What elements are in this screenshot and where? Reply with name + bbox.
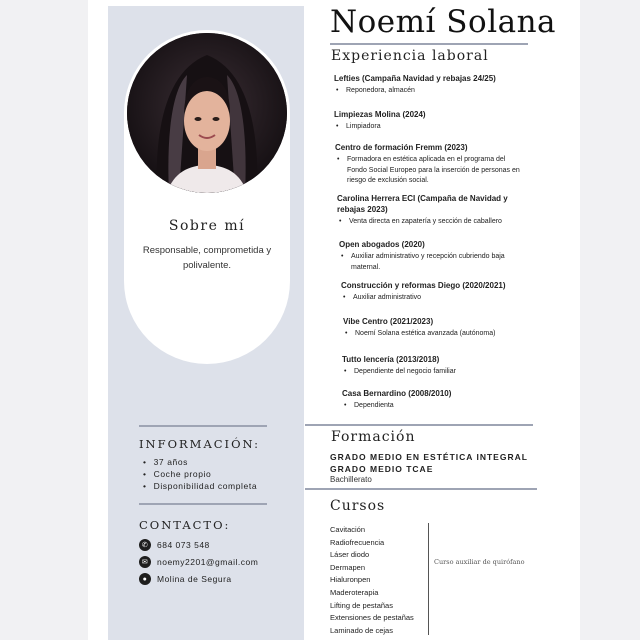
about-title: Sobre mí bbox=[168, 218, 246, 234]
job-entry bbox=[334, 109, 534, 133]
course-item: Hialuronpen bbox=[330, 575, 371, 585]
job-bullet: • Auxiliar administrativo bbox=[353, 293, 541, 304]
separator bbox=[305, 424, 533, 426]
info-title: INFORMACIÓN: bbox=[139, 437, 261, 451]
job-entry bbox=[342, 354, 542, 378]
course-item: Dermapen bbox=[330, 562, 366, 572]
about-text: Responsable, comprometida y polivalente. bbox=[142, 245, 272, 271]
course-item: Cavitación bbox=[330, 525, 366, 534]
job-title: Limpiezas Molina (2024) bbox=[334, 110, 426, 119]
job-entry bbox=[335, 142, 520, 187]
course-item: Lifting de pestañas bbox=[330, 600, 393, 610]
contact-title: CONTACTO: bbox=[139, 518, 231, 532]
degree-tcae: GRADO MEDIO TCAE bbox=[330, 464, 434, 474]
education-other: Bachillerato bbox=[330, 475, 372, 484]
job-entry bbox=[334, 73, 534, 97]
separator bbox=[139, 425, 267, 427]
separator bbox=[305, 488, 537, 490]
job-bullet: • Limpiadora bbox=[346, 122, 534, 133]
job-bullet: • Auxiliar administrativo y recepción cubriendo baja maternal. bbox=[351, 252, 519, 273]
job-title: Centro de formación Fremm (2023) bbox=[335, 143, 468, 152]
job-bullet: • Venta directa en zapatería y sección de caballero bbox=[349, 217, 527, 228]
job-entry bbox=[339, 239, 519, 273]
course-item: Láser diodo bbox=[330, 550, 370, 560]
job-bullet: • Dependienta bbox=[354, 401, 542, 412]
course-item: Radiofrecuencia bbox=[330, 537, 385, 547]
location-pin-icon: ● bbox=[139, 573, 151, 585]
profile-photo bbox=[127, 33, 287, 193]
info-list bbox=[143, 456, 257, 492]
job-entry bbox=[341, 280, 541, 304]
education-title: Formación bbox=[331, 429, 416, 445]
separator bbox=[139, 503, 267, 505]
course-item: Maderoterapia bbox=[330, 587, 379, 597]
courses-divider bbox=[428, 523, 429, 635]
job-title: Construcción y reformas Diego (2020/2021) bbox=[341, 281, 506, 290]
info-item-availability: • Disponibilidad completa bbox=[143, 480, 257, 492]
info-item-age: • 37 años bbox=[143, 456, 257, 468]
degree-esthetics: GRADO MEDIO EN ESTÉTICA INTEGRAL bbox=[330, 452, 528, 462]
job-bullet: • Dependiente del negocio familiar bbox=[354, 367, 542, 378]
job-title: Open abogados (2020) bbox=[339, 240, 425, 249]
phone-text: 684 073 548 bbox=[157, 540, 210, 550]
candidate-name: Noemí Solana bbox=[330, 4, 557, 40]
course-item: Laminado de cejas bbox=[330, 625, 393, 635]
job-bullet: • Noemí Solana estética avanzada (autónoma) bbox=[355, 329, 543, 340]
info-item-car: • Coche propio bbox=[143, 468, 257, 480]
phone-icon: ✆ bbox=[139, 539, 151, 551]
job-entry bbox=[337, 193, 527, 228]
job-entry bbox=[342, 388, 542, 412]
contact-email[interactable] bbox=[139, 555, 258, 569]
experience-title: Experiencia laboral bbox=[331, 48, 489, 64]
extra-course: Curso auxiliar de quirófano bbox=[434, 558, 525, 566]
separator bbox=[330, 43, 528, 45]
job-title: Lefties (Campaña Navidad y rebajas 24/25) bbox=[334, 74, 496, 83]
contact-location bbox=[139, 572, 232, 586]
email-text: noemy2201@gmail.com bbox=[157, 557, 259, 567]
contact-phone[interactable] bbox=[139, 538, 210, 552]
job-title: Tutto lencería (2013/2018) bbox=[342, 355, 440, 364]
job-bullet: • Formadora en estética aplicada en el programa del Fondo Social Europeo para la inserción de personas en riesgo de exclusión social. bbox=[347, 155, 520, 187]
job-title: Casa Bernardino (2008/2010) bbox=[342, 389, 452, 398]
email-icon: ✉ bbox=[139, 556, 151, 568]
job-entry bbox=[343, 316, 543, 340]
course-item: Extensiones de pestañas bbox=[330, 613, 414, 623]
courses-list bbox=[330, 524, 414, 637]
job-title: Carolina Herrera ECI (Campaña de Navidad y rebajas 2023) bbox=[337, 194, 508, 214]
location-text: Molina de Segura bbox=[157, 574, 232, 584]
job-bullet: • Reponedora, almacén bbox=[346, 86, 534, 97]
courses-title: Cursos bbox=[330, 498, 386, 514]
job-title: Vibe Centro (2021/2023) bbox=[343, 317, 434, 326]
